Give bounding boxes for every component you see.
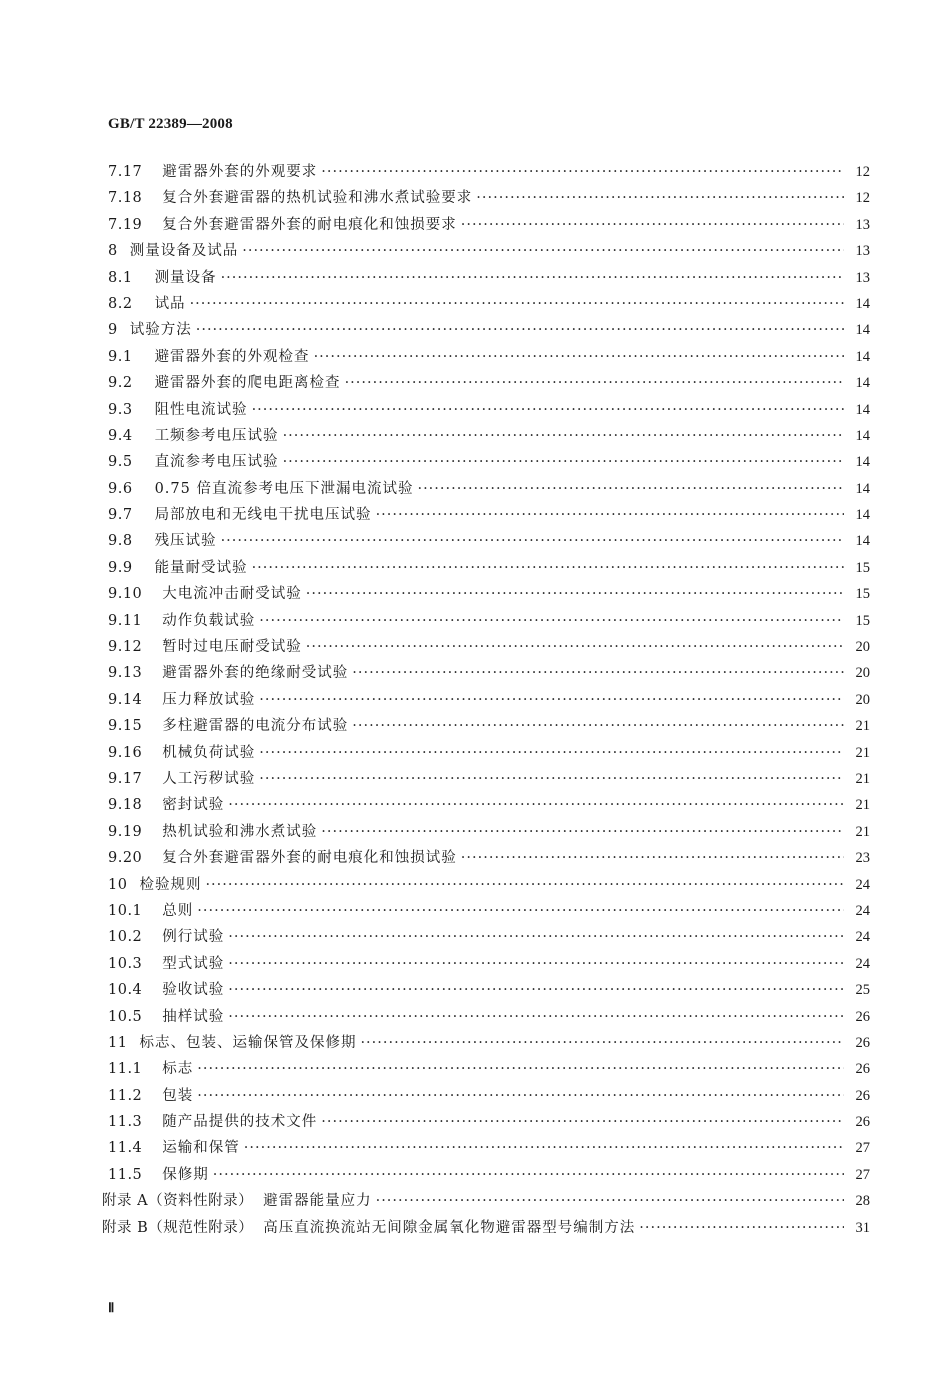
toc-entry bbox=[102, 661, 870, 687]
toc-entry-title: 测量设备 bbox=[154, 269, 217, 286]
toc-entry-page: 12 bbox=[855, 164, 870, 180]
toc-entry-title: 人工污秽试验 bbox=[162, 770, 256, 787]
toc-entry-number: 11 bbox=[108, 1034, 128, 1051]
toc-entry-title: 压力释放试验 bbox=[162, 691, 256, 708]
toc-entry-page: 15 bbox=[855, 586, 870, 603]
toc-entry-title: 避雷器能量应力 bbox=[263, 1193, 372, 1210]
toc-entry-title: 密封试验 bbox=[162, 797, 225, 814]
toc-entry-number: 10.1 bbox=[108, 902, 143, 919]
toc-entry bbox=[102, 1005, 870, 1031]
toc-entry bbox=[102, 1189, 870, 1215]
toc-entry bbox=[102, 767, 870, 793]
toc-entry-page: 21 bbox=[855, 744, 870, 761]
toc-dot-leader bbox=[228, 797, 844, 813]
toc-dot-leader bbox=[306, 639, 844, 655]
toc-dot-leader bbox=[197, 1061, 844, 1077]
toc-entry bbox=[102, 688, 870, 714]
toc-entry-page: 14 bbox=[855, 507, 870, 524]
toc-entry-page: 13 bbox=[855, 269, 870, 286]
toc-entry-title: 阻性电流试验 bbox=[154, 401, 248, 418]
toc-dot-leader bbox=[228, 956, 844, 972]
toc-entry bbox=[102, 450, 870, 476]
toc-entry bbox=[102, 556, 870, 582]
toc-entry bbox=[102, 1057, 870, 1083]
toc-entry-page: 21 bbox=[855, 797, 870, 814]
toc-entry-number: 9.17 bbox=[108, 770, 143, 787]
toc-entry-title: 保修期 bbox=[162, 1166, 209, 1183]
toc-entry-title: 标志 bbox=[162, 1061, 194, 1078]
toc-dot-leader bbox=[461, 850, 844, 866]
toc-entry-page: 13 bbox=[855, 243, 870, 260]
toc-entry-number: 7.18 bbox=[108, 190, 143, 207]
toc-entry-number: 9.9 bbox=[108, 559, 133, 576]
toc-dot-leader bbox=[252, 402, 844, 418]
toc-entry bbox=[102, 635, 870, 661]
toc-dot-leader bbox=[283, 428, 844, 444]
toc-dot-leader bbox=[306, 586, 844, 602]
toc-entry-page: 14 bbox=[855, 348, 870, 365]
toc-entry bbox=[102, 239, 870, 265]
toc-entry-page: 25 bbox=[855, 982, 870, 999]
toc-entry-title: 随产品提供的技术文件 bbox=[162, 1114, 318, 1131]
toc-entry-page: 21 bbox=[855, 823, 870, 840]
toc-entry-number: 10.2 bbox=[108, 929, 143, 946]
toc-entry bbox=[102, 160, 870, 186]
toc-entry-number: 9.16 bbox=[108, 744, 143, 761]
toc-entry-number: 11.5 bbox=[108, 1166, 143, 1183]
toc-entry-number: 9.15 bbox=[108, 718, 143, 735]
toc-entry-number: 10.4 bbox=[108, 982, 143, 999]
toc-entry-page: 24 bbox=[855, 955, 870, 972]
toc-entry-number: 9.3 bbox=[108, 401, 133, 418]
toc-dot-leader bbox=[205, 877, 844, 893]
toc-entry-page: 14 bbox=[855, 322, 870, 339]
page-number: Ⅱ bbox=[108, 1300, 115, 1315]
toc-entry-title: 复合外套避雷器外套的耐电痕化和蚀损要求 bbox=[162, 216, 457, 233]
toc-entry-page: 13 bbox=[855, 216, 870, 233]
toc-entry-page: 27 bbox=[855, 1140, 870, 1157]
table-of-contents bbox=[102, 160, 870, 1242]
toc-entry-number: 9.6 bbox=[108, 480, 133, 497]
toc-entry-number: 10 bbox=[108, 876, 128, 893]
toc-dot-leader bbox=[242, 243, 844, 259]
toc-entry-title: 运输和保管 bbox=[162, 1140, 240, 1157]
toc-entry-page: 26 bbox=[855, 1114, 870, 1131]
toc-entry-page: 14 bbox=[855, 375, 870, 392]
toc-dot-leader bbox=[259, 613, 844, 629]
toc-entry-number: 9.11 bbox=[108, 612, 143, 629]
toc-dot-leader bbox=[352, 718, 844, 734]
toc-entry-page: 26 bbox=[855, 1087, 870, 1104]
toc-entry-page: 28 bbox=[855, 1193, 870, 1210]
toc-entry-title: 热机试验和沸水煮试验 bbox=[162, 823, 318, 840]
toc-dot-leader bbox=[213, 1167, 844, 1183]
toc-entry-number: 9.19 bbox=[108, 823, 143, 840]
toc-entry-page: 14 bbox=[855, 480, 870, 497]
toc-entry bbox=[102, 1110, 870, 1136]
toc-entry-title: 例行试验 bbox=[162, 929, 225, 946]
toc-dot-leader bbox=[190, 296, 844, 312]
toc-entry-title: 检验规则 bbox=[139, 876, 202, 893]
toc-entry-number: 9.13 bbox=[108, 665, 143, 682]
toc-entry-page: 31 bbox=[855, 1219, 870, 1236]
toc-entry-number: 10.3 bbox=[108, 955, 143, 972]
toc-entry-page: 26 bbox=[855, 1034, 870, 1051]
toc-dot-leader bbox=[376, 507, 844, 523]
toc-entry-page: 24 bbox=[855, 929, 870, 946]
toc-entry-title: 多柱避雷器的电流分布试验 bbox=[162, 718, 349, 735]
toc-entry-page: 21 bbox=[855, 770, 870, 787]
toc-entry bbox=[102, 609, 870, 635]
toc-entry bbox=[102, 714, 870, 740]
toc-entry bbox=[102, 318, 870, 344]
toc-entry-number: 附录 B（规范性附录） bbox=[102, 1219, 254, 1236]
toc-entry-page: 21 bbox=[855, 718, 870, 735]
toc-entry bbox=[102, 1031, 870, 1057]
toc-entry-number: 9.7 bbox=[108, 507, 133, 524]
toc-dot-leader bbox=[360, 1035, 844, 1051]
toc-entry-title: 0.75 倍直流参考电压下泄漏电流试验 bbox=[154, 480, 414, 497]
toc-entry-title: 验收试验 bbox=[162, 982, 225, 999]
toc-entry-title: 型式试验 bbox=[162, 955, 225, 972]
toc-entry-title: 残压试验 bbox=[154, 533, 217, 550]
toc-entry-page: 23 bbox=[855, 850, 870, 867]
toc-entry-title: 直流参考电压试验 bbox=[154, 454, 279, 471]
toc-entry bbox=[102, 1136, 870, 1162]
toc-entry-number: 11.4 bbox=[108, 1140, 143, 1157]
toc-entry-title: 复合外套避雷器外套的耐电痕化和蚀损试验 bbox=[162, 850, 457, 867]
toc-dot-leader bbox=[221, 270, 844, 286]
toc-entry bbox=[102, 952, 870, 978]
toc-entry-page: 20 bbox=[855, 691, 870, 708]
toc-entry-title: 机械负荷试验 bbox=[162, 744, 256, 761]
toc-entry-number: 9.10 bbox=[108, 586, 143, 603]
toc-entry-title: 避雷器外套的绝缘耐受试验 bbox=[162, 665, 349, 682]
toc-entry-page: 20 bbox=[855, 665, 870, 682]
toc-entry-page: 14 bbox=[855, 401, 870, 418]
toc-entry bbox=[102, 266, 870, 292]
toc-entry-number: 附录 A（资料性附录） bbox=[102, 1193, 254, 1210]
toc-entry-title: 局部放电和无线电干扰电压试验 bbox=[154, 507, 372, 524]
toc-entry-number: 10.5 bbox=[108, 1008, 143, 1025]
toc-entry bbox=[102, 345, 870, 371]
toc-entry-title: 高压直流换流站无间隙金属氧化物避雷器型号编制方法 bbox=[263, 1219, 636, 1236]
toc-dot-leader bbox=[352, 665, 844, 681]
toc-entry bbox=[102, 371, 870, 397]
toc-entry-title: 暂时过电压耐受试验 bbox=[162, 639, 302, 656]
toc-entry bbox=[102, 793, 870, 819]
toc-dot-leader bbox=[252, 560, 844, 576]
toc-entry-title: 测量设备及试品 bbox=[129, 243, 239, 260]
toc-entry bbox=[102, 978, 870, 1004]
toc-dot-leader bbox=[321, 1114, 844, 1130]
toc-dot-leader bbox=[314, 349, 844, 365]
toc-entry bbox=[102, 925, 870, 951]
toc-entry-page: 26 bbox=[855, 1061, 870, 1078]
toc-entry-number: 11.3 bbox=[108, 1114, 143, 1131]
toc-entry-page: 24 bbox=[855, 902, 870, 919]
toc-entry-title: 试验方法 bbox=[129, 322, 192, 339]
toc-entry-number: 9.1 bbox=[108, 348, 133, 365]
toc-entry-number: 11.2 bbox=[108, 1087, 143, 1104]
toc-dot-leader bbox=[259, 692, 844, 708]
toc-entry-number: 9.12 bbox=[108, 639, 143, 656]
toc-entry-page: 14 bbox=[855, 427, 870, 444]
toc-dot-leader bbox=[417, 481, 844, 497]
toc-entry bbox=[102, 424, 870, 450]
toc-entry-title: 包装 bbox=[162, 1087, 194, 1104]
toc-entry-number: 8.2 bbox=[108, 295, 133, 312]
toc-entry-page: 15 bbox=[855, 612, 870, 629]
toc-entry bbox=[102, 213, 870, 239]
toc-entry-page: 27 bbox=[855, 1166, 870, 1183]
toc-dot-leader bbox=[321, 164, 844, 180]
toc-entry-number: 9.2 bbox=[108, 375, 133, 392]
toc-dot-leader bbox=[244, 1140, 844, 1156]
toc-entry bbox=[102, 503, 870, 529]
toc-entry bbox=[102, 1163, 870, 1189]
toc-entry-page: 20 bbox=[855, 639, 870, 656]
toc-entry-number: 9.20 bbox=[108, 850, 143, 867]
toc-entry bbox=[102, 1216, 870, 1242]
toc-entry-title: 避雷器外套的外观要求 bbox=[162, 164, 318, 180]
standard-id-header: GB/T 22389—2008 bbox=[108, 116, 233, 132]
toc-dot-leader bbox=[345, 375, 844, 391]
toc-entry-page: 14 bbox=[855, 454, 870, 471]
toc-entry-number: 9.14 bbox=[108, 691, 143, 708]
toc-entry bbox=[102, 846, 870, 872]
toc-entry-number: 7.17 bbox=[108, 164, 143, 180]
toc-entry bbox=[102, 529, 870, 555]
toc-entry bbox=[102, 582, 870, 608]
toc-entry-number: 8 bbox=[108, 243, 118, 260]
toc-dot-leader bbox=[197, 1088, 844, 1104]
toc-entry-number: 9.8 bbox=[108, 533, 133, 550]
toc-entry-number: 11.1 bbox=[108, 1061, 143, 1078]
toc-dot-leader bbox=[228, 1009, 844, 1025]
toc-dot-leader bbox=[197, 903, 844, 919]
toc-entry-page: 14 bbox=[855, 533, 870, 550]
toc-entry-number: 9.4 bbox=[108, 427, 133, 444]
toc-entry-title: 大电流冲击耐受试验 bbox=[162, 586, 302, 603]
toc-entry-title: 动作负载试验 bbox=[162, 612, 256, 629]
toc-entry-number: 9 bbox=[108, 322, 118, 339]
toc-dot-leader bbox=[228, 982, 844, 998]
toc-entry bbox=[102, 820, 870, 846]
toc-entry-title: 总则 bbox=[162, 902, 194, 919]
toc-entry bbox=[102, 477, 870, 503]
toc-entry-number: 7.19 bbox=[108, 216, 143, 233]
toc-dot-leader bbox=[376, 1193, 844, 1209]
toc-entry-number: 8.1 bbox=[108, 269, 133, 286]
toc-entry bbox=[102, 292, 870, 318]
toc-entry bbox=[102, 741, 870, 767]
toc-entry bbox=[102, 899, 870, 925]
toc-entry-page: 15 bbox=[855, 559, 870, 576]
toc-entry-title: 复合外套避雷器的热机试验和沸水煮试验要求 bbox=[162, 190, 473, 207]
toc-entry-page: 24 bbox=[855, 876, 870, 893]
toc-entry-page: 14 bbox=[855, 295, 870, 312]
toc-entry-title: 避雷器外套的爬电距离检查 bbox=[154, 375, 341, 392]
toc-dot-leader bbox=[461, 217, 844, 233]
toc-entry-page: 12 bbox=[855, 190, 870, 207]
toc-entry-number: 9.5 bbox=[108, 454, 133, 471]
toc-entry-title: 避雷器外套的外观检查 bbox=[154, 348, 310, 365]
toc-dot-leader bbox=[639, 1220, 844, 1236]
toc-dot-leader bbox=[259, 771, 844, 787]
toc-dot-leader bbox=[228, 929, 844, 945]
toc-dot-leader bbox=[259, 745, 844, 761]
toc-entry-title: 抽样试验 bbox=[162, 1008, 225, 1025]
toc-entry-title: 标志、包装、运输保管及保修期 bbox=[139, 1034, 357, 1051]
toc-dot-leader bbox=[321, 824, 844, 840]
toc-dot-leader bbox=[283, 454, 844, 470]
toc-entry-title: 能量耐受试验 bbox=[154, 559, 248, 576]
toc-entry-title: 试品 bbox=[154, 295, 186, 312]
toc-dot-leader bbox=[221, 533, 844, 549]
toc-entry bbox=[102, 873, 870, 899]
toc-entry bbox=[102, 398, 870, 424]
toc-entry bbox=[102, 1084, 870, 1110]
toc-dot-leader bbox=[196, 322, 844, 338]
toc-entry-page: 26 bbox=[855, 1008, 870, 1025]
toc-entry-number: 9.18 bbox=[108, 797, 143, 814]
toc-entry-title: 工频参考电压试验 bbox=[154, 427, 279, 444]
toc-entry bbox=[102, 186, 870, 212]
toc-dot-leader bbox=[476, 190, 844, 206]
